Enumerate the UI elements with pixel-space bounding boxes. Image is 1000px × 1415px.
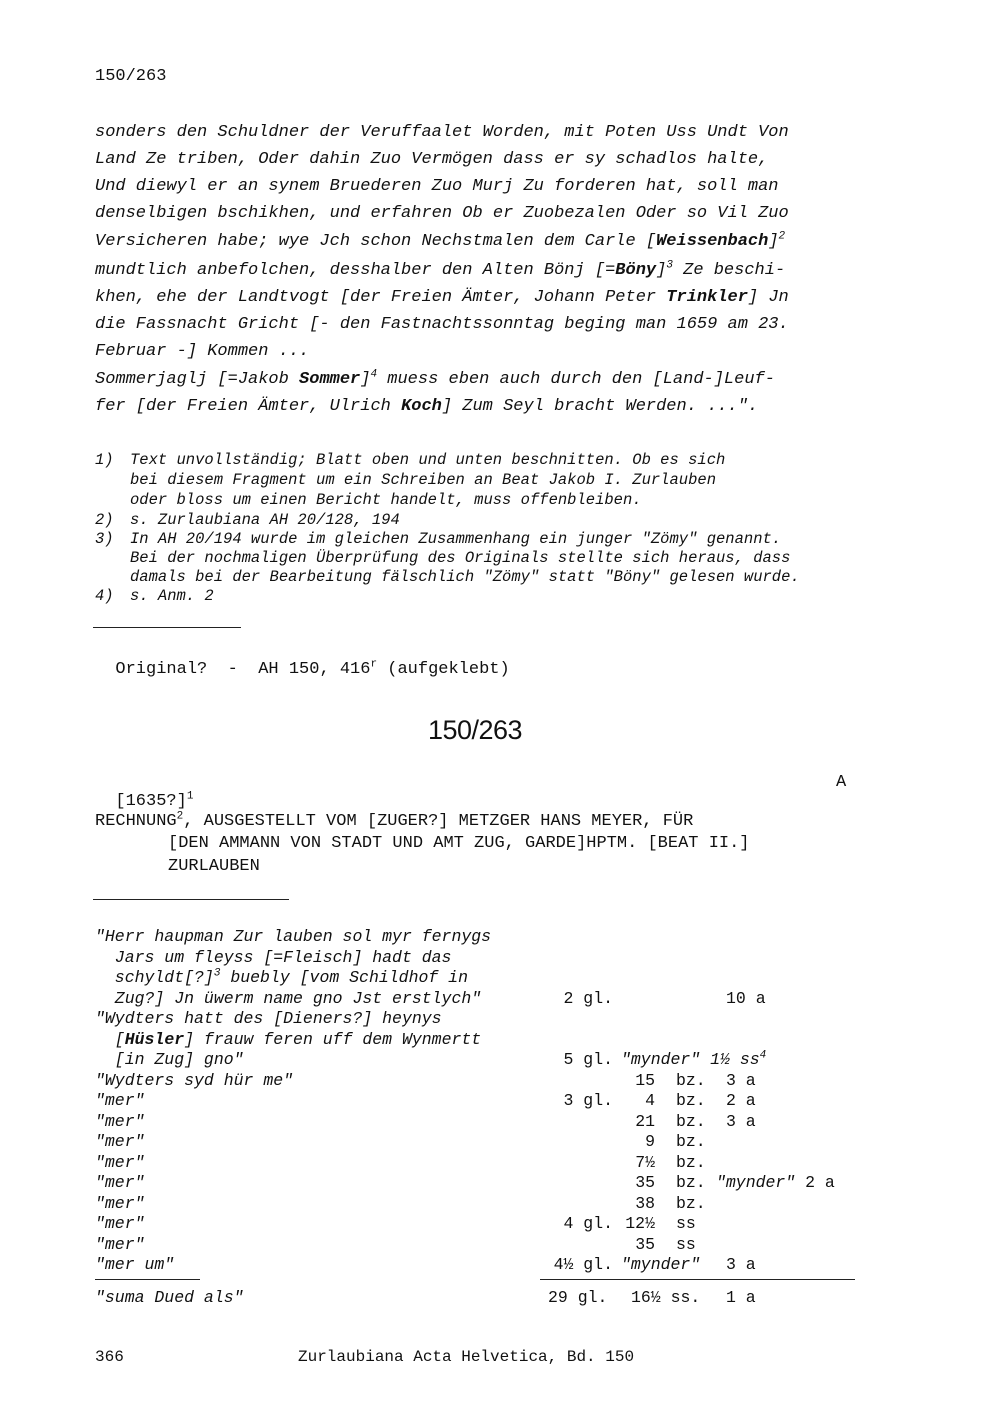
source-sup: r — [370, 658, 378, 671]
amount-value: 4 — [645, 1091, 655, 1110]
document-title: 150/263 — [427, 715, 523, 745]
amount-value: 12½ — [625, 1214, 655, 1233]
text-span: die Fassnacht Gricht [- den Fastnachtssonntag beging man 1659 am 23. — [95, 315, 789, 334]
footnote-text: In AH 20/194 wurde im gleichen Zusammenhang ein junger "Zömy" genannt. — [130, 530, 782, 548]
bold-name: Trinkler — [666, 288, 748, 307]
amount-note-part: "mynder" — [621, 1255, 701, 1274]
left-sum-line — [95, 1279, 200, 1280]
account-entry — [95, 1071, 293, 1090]
amount-value: 7½ — [635, 1152, 655, 1172]
account-entry — [95, 1194, 145, 1213]
text-span: , AUSGESTELLT VOM [ZUGER?] METZGER HANS MEYER, FÜR — [183, 812, 694, 831]
account-entry — [95, 1214, 145, 1233]
amount-value: 9 — [645, 1132, 655, 1151]
text-span: "mer" — [95, 1173, 145, 1192]
heading-line — [95, 812, 693, 831]
text-span: mundtlich anbefolchen, desshalber den Alten Bönj [= — [95, 261, 616, 280]
body-line — [95, 261, 785, 280]
text-span: [in Zug] gno" — [95, 1050, 244, 1069]
account-entry — [95, 1009, 442, 1028]
footnote-ref: 4 — [759, 1049, 767, 1062]
bold-name: Hüsler — [124, 1029, 185, 1049]
amount-value: 38 — [635, 1193, 655, 1213]
amount-value: 15 — [635, 1070, 655, 1090]
amount-unit: bz. — [676, 1132, 706, 1151]
body-line — [95, 123, 789, 142]
amount-unit: ss — [676, 1214, 696, 1233]
text-span: Und diewyl er an synem Bruederen Zuo Murj Zu forderen hat, soll man — [95, 177, 779, 196]
footnote-text: damals bei der Bearbeitung fälschlich "Zömy" statt "Böny" gelesen wurde. — [130, 568, 800, 586]
account-entry — [95, 1030, 481, 1049]
text-span: ZURLAUBEN — [168, 857, 260, 876]
account-entry — [95, 1153, 145, 1172]
text-span: "mer" — [95, 1193, 145, 1213]
amount-note-part: "mynder" — [621, 1050, 701, 1069]
amount-gulden: 2 gl. — [563, 988, 613, 1008]
text-span: "mer" — [95, 1111, 145, 1131]
text-span: "mer um" — [95, 1255, 175, 1274]
footnote-number: 2) — [95, 511, 114, 529]
amount-unit: bz. — [676, 1193, 706, 1213]
text-span: RECHNUNG — [95, 812, 177, 831]
footer-title: Zurlaubiana Acta Helvetica, Bd. 150 — [298, 1348, 635, 1366]
body-line — [95, 150, 768, 169]
text-span: "mer" — [95, 1234, 145, 1254]
footnote-text: s. Anm. 2 — [130, 587, 214, 605]
heading-line — [168, 857, 260, 876]
text-span: "mer" — [95, 1214, 145, 1233]
amount-a-part: 3 a — [726, 1111, 756, 1131]
amount-a-part: "mynder" — [716, 1173, 796, 1192]
amount-a-part: 2 a — [795, 1173, 835, 1192]
amount-unit: ss — [676, 1234, 696, 1254]
source-suffix: (aufgeklebt) — [377, 660, 510, 679]
bold-name: Weissenbach — [656, 232, 769, 251]
text-span: ] Jn — [747, 288, 789, 307]
text-span: ] — [768, 232, 779, 251]
date-sup: 1 — [186, 790, 194, 803]
source-divider — [93, 627, 241, 628]
source-reference — [95, 641, 510, 679]
amount-a-part: 3 a — [726, 1070, 756, 1090]
amount-note — [621, 1050, 766, 1069]
account-entry — [95, 1235, 145, 1254]
text-span: khen, ehe der Landtvogt [der Freien Ämter, Johann Peter — [95, 288, 667, 307]
footnote-text: bei diesem Fragment um ein Schreiben an Beat Jakob I. Zurlauben — [130, 471, 716, 489]
text-span: "mer" — [95, 1091, 145, 1110]
amount-gulden: 4½ gl. — [553, 1255, 613, 1274]
account-entry — [95, 927, 491, 946]
account-entry — [95, 948, 451, 967]
heading-line — [168, 834, 750, 853]
amount-unit: bz. — [676, 1091, 706, 1110]
footnote-ref: 2 — [176, 810, 184, 823]
page-header: 150/263 — [95, 67, 167, 86]
amount-unit: bz. — [676, 1070, 706, 1090]
amount-note — [621, 1255, 700, 1274]
bold-name: Böny — [615, 261, 657, 280]
text-span: schyldt[?] — [95, 968, 214, 987]
amount-a — [726, 1112, 756, 1131]
bold-name: Sommer — [299, 370, 361, 389]
body-line — [95, 177, 779, 196]
text-span: Ze beschi- — [672, 261, 786, 280]
text-span: "mer" — [95, 1152, 145, 1172]
total-a: 1 a — [726, 1288, 756, 1307]
body-line — [95, 232, 785, 251]
footnote-text: oder bloss um einen Bericht handelt, muss offenbleiben. — [130, 491, 642, 509]
document-grade: A — [836, 773, 847, 792]
text-span: sonders den Schuldner der Veruffaalet Worden, mit Poten Uss Undt Von — [95, 123, 789, 142]
footnote-number: 3) — [95, 530, 114, 548]
account-entry — [95, 1173, 145, 1192]
amount-a — [726, 1071, 756, 1090]
amount-a-part: 2 a — [726, 1091, 756, 1110]
right-sum-line — [540, 1279, 855, 1280]
body-line — [95, 315, 789, 334]
account-entry — [95, 1255, 174, 1274]
text-span: Jars um fleyss [=Fleisch] hadt das — [95, 947, 452, 967]
text-span: ] — [360, 370, 371, 389]
amount-a — [726, 989, 766, 1008]
body-line — [95, 204, 789, 223]
text-span: "Wydters hatt des [Dieners?] heynys — [95, 1009, 442, 1028]
amount-a — [716, 1173, 835, 1192]
account-entry — [95, 1091, 145, 1110]
footnote-ref: 3 — [666, 259, 673, 272]
text-span: Sommerjaglj [=Jakob — [95, 370, 300, 389]
text-span: "Herr haupman Zur lauben sol myr fernygs — [95, 927, 492, 946]
footnote-text: Bei der nochmaligen Überprüfung des Originals stellte sich heraus, dass — [130, 549, 791, 567]
account-entry — [95, 1132, 145, 1151]
account-entry — [95, 1112, 145, 1131]
amount-gulden: 5 gl. — [563, 1050, 613, 1069]
text-span: "mer" — [95, 1132, 145, 1151]
heading-divider — [93, 899, 289, 900]
footnote-ref: 2 — [778, 230, 786, 243]
source-prefix: Original? - AH 150, 416 — [115, 660, 371, 679]
text-span: ] — [656, 261, 667, 280]
footnote-ref: 4 — [370, 368, 378, 381]
text-span: Land Ze triben, Oder dahin Zuo Vermögen dass er sy schadlos halte, — [95, 150, 769, 169]
body-line — [95, 342, 309, 361]
footnote-text: s. Zurlaubiana AH 20/128, 194 — [130, 511, 400, 529]
body-line — [95, 288, 789, 307]
amount-gulden: 3 gl. — [563, 1091, 613, 1110]
footer-page-number: 366 — [95, 1348, 124, 1366]
text-span: buebly [vom Schildhof in — [220, 968, 468, 987]
total-label: "suma Dued als" — [95, 1288, 244, 1307]
text-span: [ — [95, 1029, 125, 1049]
total-ss: 16½ ss. — [631, 1288, 701, 1307]
account-entry — [95, 1050, 244, 1069]
footnote-number: 1) — [95, 451, 114, 469]
text-span: fer [der Freien Ämter, Ulrich — [95, 397, 402, 416]
footnote-number: 4) — [95, 587, 114, 605]
account-entry — [95, 968, 468, 987]
text-span: denselbigen bschikhen, und erfahren Ob er Zuobezalen Oder so Vil Zuo — [95, 204, 789, 223]
body-line — [95, 370, 775, 389]
text-span: "Wydters syd hür me" — [95, 1070, 294, 1090]
document-date — [95, 773, 193, 811]
amount-a — [726, 1255, 756, 1274]
bold-name: Koch — [401, 397, 442, 416]
text-span: Februar -] Kommen ... — [95, 342, 310, 361]
amount-unit: bz. — [676, 1173, 706, 1192]
footnote-text: Text unvollständig; Blatt oben und unten beschnitten. Ob es sich — [130, 451, 726, 469]
date-text: [1635?] — [115, 792, 187, 811]
amount-a-part: 3 a — [726, 1255, 756, 1274]
text-span: ] Zum Seyl bracht Werden. ...". — [441, 397, 759, 416]
account-entry — [95, 989, 481, 1008]
body-line — [95, 397, 758, 416]
text-span: ] frauw feren uff dem Wynmertt — [184, 1029, 482, 1049]
amount-gulden: 4 gl. — [563, 1214, 613, 1233]
amount-note-part: 1½ ss — [700, 1050, 760, 1069]
total-gl: 29 gl. — [548, 1288, 608, 1307]
amount-unit: bz. — [676, 1152, 706, 1172]
text-span: muess eben auch durch den [Land-]Leuf- — [377, 370, 775, 389]
text-span: Versicheren habe; wye Jch schon Nechstmalen dem Carle [ — [95, 232, 657, 251]
amount-a-part: 10 a — [726, 988, 766, 1008]
amount-value: 35 — [635, 1173, 655, 1192]
footnote-ref: 3 — [213, 967, 221, 980]
amount-value: 35 — [635, 1234, 655, 1254]
amount-value: 21 — [635, 1111, 655, 1131]
amount-unit: bz. — [676, 1111, 706, 1131]
text-span: [DEN AMMANN VON STADT UND AMT ZUG, GARDE]HPTM. [BEAT II.] — [168, 834, 750, 853]
amount-a — [726, 1091, 756, 1110]
text-span: Zug?] Jn üwerm name gno Jst erstlych" — [95, 988, 482, 1008]
